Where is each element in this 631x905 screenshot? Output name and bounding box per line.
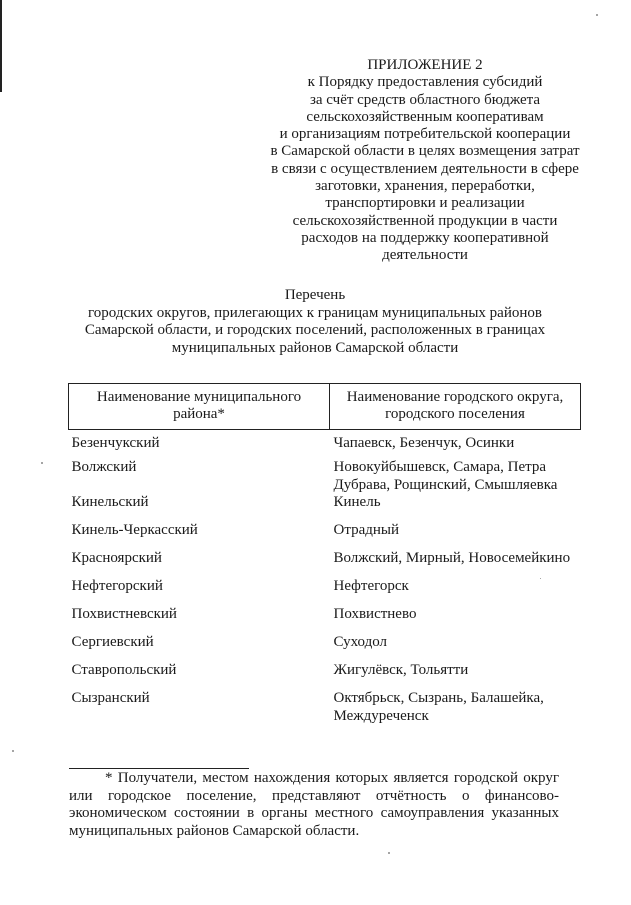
scan-speck: [12, 750, 14, 752]
heading-line: муниципальных районов Самарской области: [171, 339, 459, 356]
table-row: [69, 494, 581, 522]
district-cell: Красноярский: [71, 550, 162, 566]
table-header-row: [69, 384, 581, 430]
header-settlement: Наименование городского округа, городского поселения: [330, 384, 581, 430]
footnote-separator: [69, 768, 249, 769]
appendix-line: и организациям потребительской кооперации: [279, 126, 571, 143]
districts-table: [68, 383, 581, 725]
appendix-line: транспортировки и реализации: [325, 195, 525, 212]
heading-line: городских округов, прилегающих к границам муниципальных районов: [88, 304, 542, 321]
settlement-cell: Похвистнево: [333, 606, 417, 622]
settlement-cell: Чапаевск, Безенчук, Осинки: [333, 435, 515, 451]
table-row: [69, 522, 581, 550]
heading-line: Самарской области, и городских поселений, расположенных в границах: [84, 322, 546, 338]
appendix-line: к Порядку предоставления субсидий: [307, 74, 543, 91]
settlement-cell: Кинель: [333, 494, 381, 510]
scan-speck: [41, 462, 43, 464]
settlement-cell: Новокуйбышевск, Самара, Петра Дубрава, Рощинский, Смышляевка: [333, 459, 558, 493]
district-cell: Нефтегорский: [71, 578, 163, 594]
district-cell: Сызранский: [71, 690, 150, 706]
settlement-cell: Октябрьск, Сызрань, Балашейка, Междуреченск: [333, 690, 544, 724]
appendix-title: ПРИЛОЖЕНИЕ 2: [367, 57, 483, 73]
settlement-cell: Жигулёвск, Тольятти: [333, 662, 469, 678]
district-cell: Волжский: [71, 459, 137, 475]
table-row: [69, 634, 581, 662]
table-row: [69, 606, 581, 634]
table-row: [69, 459, 581, 494]
table-row: [69, 578, 581, 606]
appendix-line: деятельности: [382, 247, 468, 264]
district-cell: Безенчукский: [71, 435, 160, 451]
header-district: Наименование муниципального района*: [69, 384, 330, 430]
table-row: [69, 430, 581, 460]
district-cell: Ставропольский: [71, 662, 177, 678]
appendix-line: расходов на поддержку кооперативной: [301, 229, 549, 246]
heading-title: Перечень: [284, 287, 346, 303]
appendix-line: за счёт средств областного бюджета: [309, 91, 541, 108]
district-cell: Похвистневский: [71, 606, 177, 622]
table-row: [69, 662, 581, 690]
table-row: [69, 690, 581, 725]
district-cell: Кинель-Черкасский: [71, 522, 198, 538]
scan-speck: [596, 14, 598, 16]
appendix-line: сельскохозяйственной продукции в части: [292, 212, 558, 229]
appendix-block: [240, 57, 610, 265]
footnote-text: * Получатели, местом нахождения которых является городской округ или городское поселение, представляют отчётность о финансово-экономическом состоянии в органы местного самоуправления указанных муниципальных районов Самарской области.: [69, 770, 559, 839]
district-cell: Сергиевский: [71, 634, 154, 650]
settlement-cell: Волжский, Мирный, Новосемейкино: [333, 550, 571, 566]
settlement-cell: Нефтегорск: [333, 578, 409, 594]
appendix-line: в связи с осуществлением деятельности в сфере: [271, 160, 579, 177]
settlement-cell: Суходол: [333, 634, 388, 650]
table-row: [69, 550, 581, 578]
appendix-line: в Самарской области в целях возмещения затрат: [270, 143, 580, 160]
scan-speck: [388, 852, 390, 854]
settlement-cell: Отрадный: [333, 522, 399, 538]
scan-edge-mark: [0, 0, 2, 92]
appendix-line: заготовки, хранения, переработки,: [315, 178, 535, 195]
appendix-line: сельскохозяйственным кооперативам: [306, 108, 544, 125]
list-heading: [40, 287, 590, 357]
district-cell: Кинельский: [71, 494, 149, 510]
